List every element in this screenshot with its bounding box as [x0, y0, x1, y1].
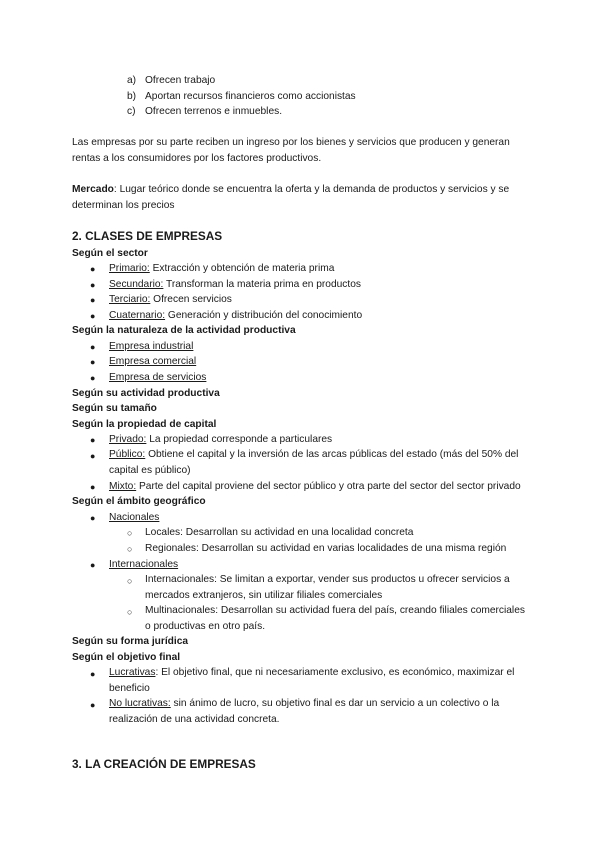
subheading: Según su tamaño — [72, 403, 157, 414]
section-title: 2. CLASES DE EMPRESAS — [72, 229, 223, 243]
bullet-icon: ● — [90, 700, 96, 710]
list-marker: b) — [127, 91, 137, 102]
section-title: 3. LA CREACIÓN DE EMPRESAS — [72, 757, 256, 771]
list-item: Ofrecen trabajo — [145, 75, 216, 86]
subheading: Según el objetivo final — [72, 652, 181, 663]
mercado-term: Mercado — [72, 184, 114, 195]
bullet-icon: ● — [90, 342, 96, 352]
list-item: Ofrecen terrenos e inmuebles. — [145, 106, 283, 117]
circle-bullet-icon: ○ — [127, 607, 133, 617]
list-item: Secundario: Transforman la materia prima en productos — [109, 279, 361, 290]
bullet-icon: ● — [90, 280, 96, 290]
list-item: Empresa de servicios — [109, 372, 207, 383]
bullet-icon: ● — [90, 373, 96, 383]
sublist-item: Regionales: Desarrollan su actividad en varias localidades de una misma región — [145, 543, 507, 554]
list-item: Público: Obtiene el capital y la inversión de las arcas públicas del estado (más del 50% del capital es público) — [109, 449, 519, 476]
mercado-paragraph — [72, 182, 522, 213]
list-item: Primario: Extracción y obtención de materia prima — [109, 263, 335, 274]
list-item: Aportan recursos financieros como accionistas — [145, 91, 356, 102]
circle-bullet-icon: ○ — [127, 544, 133, 554]
list-item: Internacionales — [109, 559, 179, 570]
sublist-item: Locales: Desarrollan su actividad en una localidad concreta — [145, 527, 414, 538]
sublist-item: Multinacionales: Desarrollan su actividad fuera del país, creando filiales comerciales o productivas en otro país. — [145, 605, 525, 632]
bullet-icon: ● — [90, 357, 96, 367]
circle-bullet-icon: ○ — [127, 576, 133, 586]
bullet-icon: ● — [90, 560, 96, 570]
subheading: Según la propiedad de capital — [72, 419, 217, 430]
bullet-icon: ● — [90, 482, 96, 492]
list-marker: a) — [127, 75, 137, 86]
list-item: Terciario: Ofrecen servicios — [109, 294, 232, 305]
mercado-text: : Lugar teórico donde se encuentra la oferta y la demanda de productos y servicios y se determinan los precios — [72, 184, 510, 211]
list-item: Empresa industrial — [109, 341, 194, 352]
subheading: Según el ámbito geográfico — [72, 496, 206, 507]
subheading: Según su forma jurídica — [72, 636, 189, 647]
list-item: Lucrativas: El objetivo final, que ni necesariamente exclusivo, es económico, maximizar el beneficio — [109, 667, 515, 694]
bullet-icon: ● — [90, 264, 96, 274]
bullet-icon: ● — [90, 435, 96, 445]
subheading: Según su actividad productiva — [72, 388, 220, 399]
list-item: Nacionales — [109, 512, 160, 523]
subheading: Según el sector — [72, 248, 148, 259]
sublist-item: Internacionales: Se limitan a exportar, vender sus productos u ofrecer servicios a mercados extranjeros, sin utilizar filiales comerciales — [145, 574, 510, 601]
bullet-icon: ● — [90, 451, 96, 461]
list-marker: c) — [127, 106, 136, 117]
bullet-icon: ● — [90, 295, 96, 305]
list-item: Privado: La propiedad corresponde a particulares — [109, 434, 333, 445]
list-item: Mixto: Parte del capital proviene del sector público y otra parte del sector del sector privado — [109, 481, 521, 492]
bullet-icon: ● — [90, 669, 96, 679]
subheading: Según la naturaleza de la actividad productiva — [72, 325, 296, 336]
bullet-icon: ● — [90, 513, 96, 523]
paragraph: Las empresas por su parte reciben un ingreso por los bienes y servicios que producen y generan rentas a los consumidores por los factores productivos. — [72, 137, 510, 164]
list-item: Cuaternario: Generación y distribución del conocimiento — [109, 310, 363, 321]
list-item: No lucrativas: sin ánimo de lucro, su objetivo final es dar un servicio a un colectivo o la realización de una actividad concreta. — [109, 698, 500, 725]
circle-bullet-icon: ○ — [127, 528, 133, 538]
list-item: Empresa comercial — [109, 356, 197, 367]
bullet-icon: ● — [90, 311, 96, 321]
